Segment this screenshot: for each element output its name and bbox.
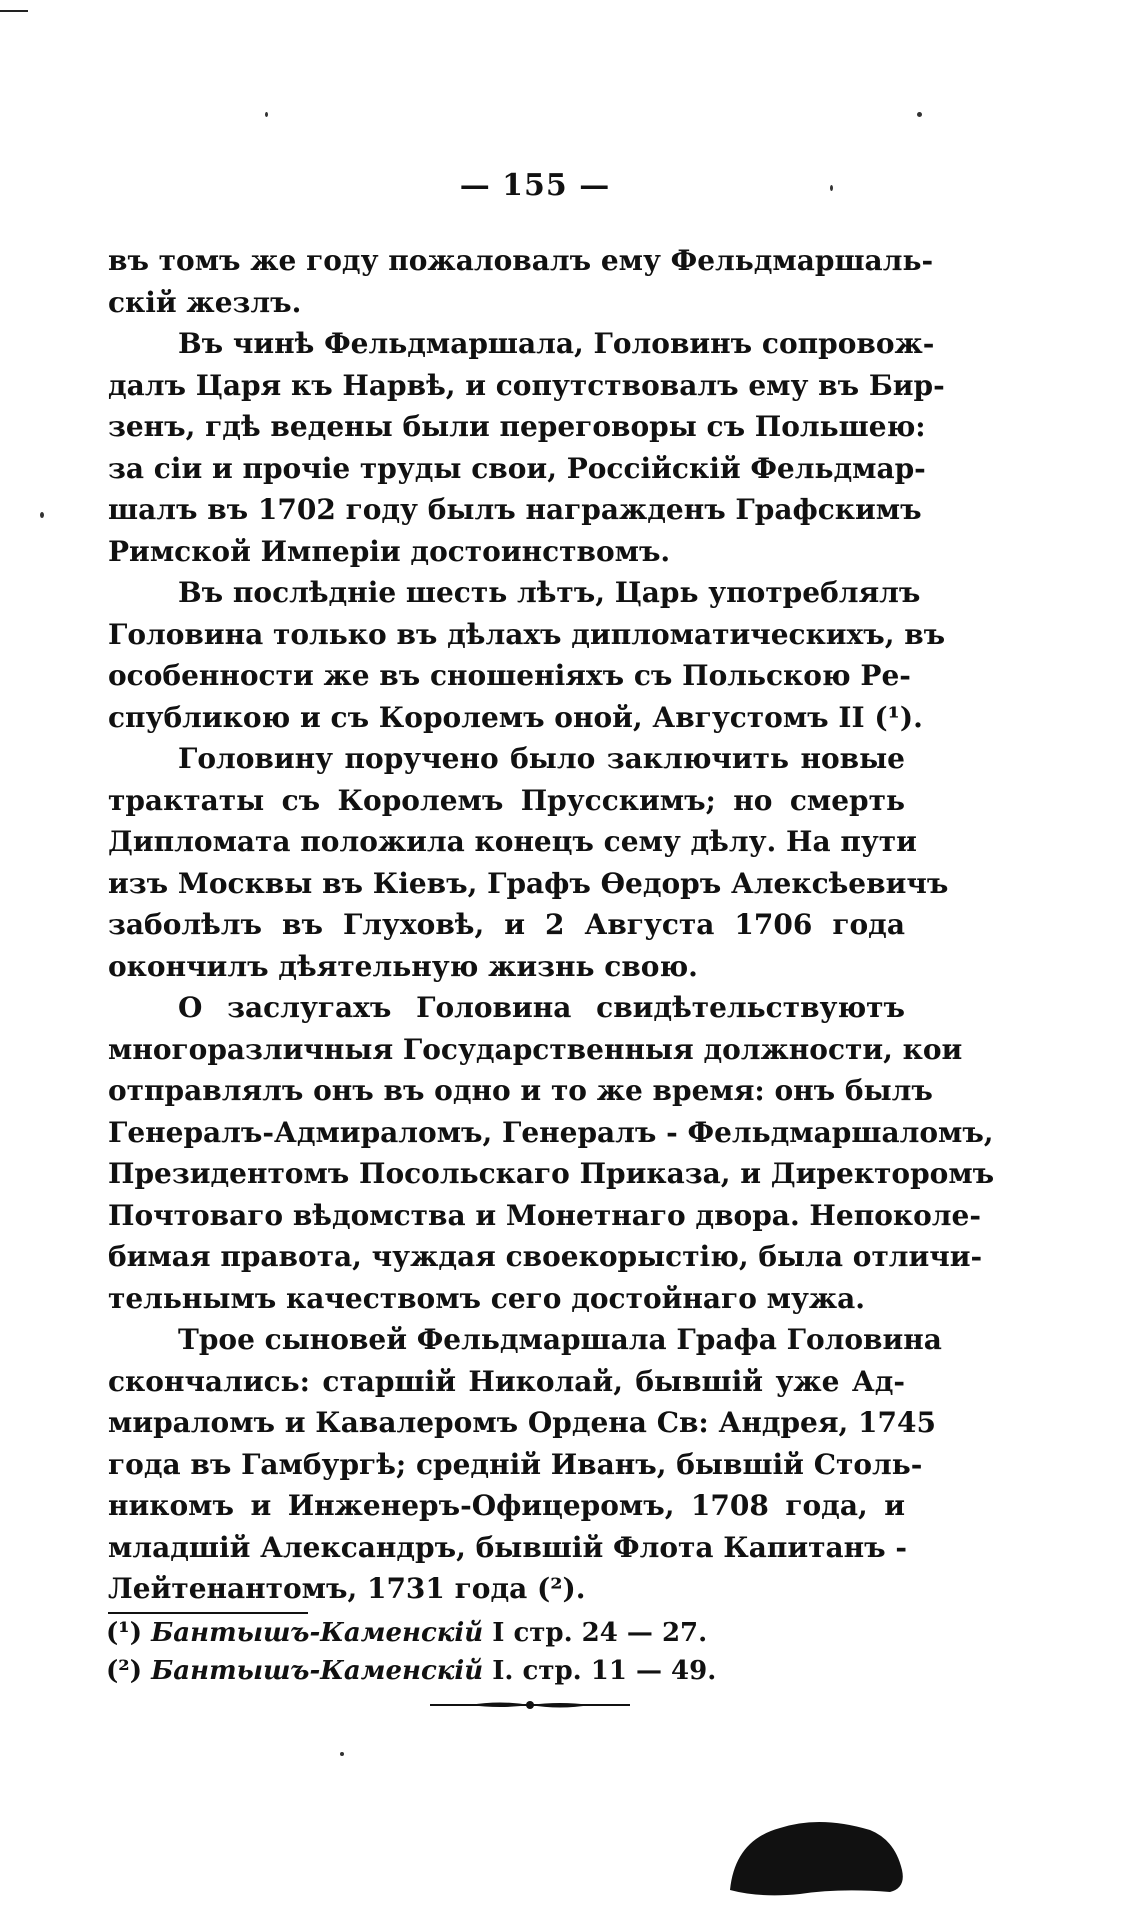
text-line: Лейтенантомъ, 1731 года (²).	[108, 1572, 586, 1605]
text-line: бимая правота, чуждая своекорыстію, была отличи-	[108, 1240, 983, 1273]
text-line: скій жезлъ.	[108, 285, 302, 319]
paragraph	[108, 738, 949, 987]
text-line: отправлялъ онъ въ одно и то же время: онъ былъ	[108, 1074, 933, 1107]
page-number: — 155 —	[459, 168, 611, 203]
footnote	[106, 1614, 716, 1652]
speck	[40, 512, 44, 518]
text-line: за сіи и прочіе труды свои, Россійскій Фельдмар-	[108, 451, 926, 485]
text-line: особенности же въ сношеніяхъ съ Польскою Ре-	[108, 659, 911, 692]
text-line: далъ Царя къ Нарвѣ, и сопутствовалъ ему въ Бир-	[108, 368, 945, 402]
speck	[265, 112, 268, 117]
footnote	[106, 1652, 716, 1690]
text-line: О заслугахъ Головина свидѣтельствуютъ	[178, 991, 905, 1024]
paragraph	[108, 572, 946, 738]
speck	[830, 185, 833, 191]
text-line: окончилъ дѣятельную жизнь свою.	[108, 949, 698, 983]
text-line: никомъ и Инженеръ-Офицеромъ, 1708 года, и	[108, 1489, 905, 1522]
footnote-ref: I. стр. 11 — 49.	[492, 1656, 717, 1686]
text-line: Головину поручено было заключить новые	[178, 742, 905, 775]
text-line: мираломъ и Кавалеромъ Ордена Св: Андрея, 1745	[108, 1406, 936, 1439]
text-line: спубликою и съ Королемъ оной, Августомъ II (¹).	[108, 700, 923, 734]
text-line: года въ Гамбургѣ; средній Иванъ, бывшій Столь-	[108, 1447, 923, 1481]
text-line: трактаты съ Королемъ Прусскимъ; но смерть	[108, 783, 905, 817]
text-line: тельнымъ качествомъ сего достойнаго мужа.	[108, 1281, 866, 1315]
text-line: Трое сыновей Фельдмаршала Графа Головина	[178, 1323, 942, 1356]
text-line: зенъ, гдѣ ведены были переговоры съ Польшею:	[108, 410, 926, 443]
footnote-ref: I стр. 24 — 27.	[492, 1618, 708, 1648]
corner-mark	[0, 10, 28, 12]
text-line: заболѣлъ въ Глуховѣ, и 2 Августа 1706 года	[108, 908, 905, 941]
text-line: Почтоваго вѣдомства и Монетнаго двора. Непоколе-	[108, 1198, 981, 1232]
text-line: Генералъ-Адмираломъ, Генералъ - Фельдмаршаломъ,	[108, 1115, 994, 1149]
text-line: Въ послѣдніе шесть лѣтъ, Царь употреблялъ	[178, 576, 921, 609]
text-line: въ томъ же году пожаловалъ ему Фельдмаршаль-	[108, 244, 934, 277]
text-line: шалъ въ 1702 году былъ награжденъ Графскимъ	[108, 493, 922, 526]
text-line: Дипломата положила конецъ сему дѣлу. На пути	[108, 825, 917, 858]
paragraph	[108, 240, 934, 323]
footnote-marker: (²)	[106, 1656, 142, 1686]
ornament-divider	[430, 1700, 630, 1710]
footnote-author: Бантышъ-Каменскій	[151, 1618, 484, 1648]
speck	[917, 112, 922, 117]
text-line: изъ Москвы въ Кіевъ, Графъ Ѳедоръ Алексѣевичъ	[108, 866, 949, 900]
paragraph	[108, 1319, 942, 1610]
text-line: Въ чинѣ Фельдмаршала, Головинъ сопровож-	[178, 327, 935, 360]
ink-smudge	[720, 1800, 920, 1900]
text-line: скончались: старшій Николай, бывшій уже Ад-	[108, 1364, 905, 1398]
text-line: младшій Александръ, бывшій Флота Капитанъ -	[108, 1530, 907, 1564]
footnotes	[106, 1614, 716, 1690]
footnote-author: Бантышъ-Каменскій	[151, 1656, 484, 1686]
text-line: многоразличныя Государственныя должности, кои	[108, 1032, 963, 1066]
paragraph	[108, 987, 995, 1319]
ornament-dot	[526, 1701, 534, 1709]
text-line: Президентомъ Посольскаго Приказа, и Директоромъ	[108, 1157, 995, 1190]
text-line: Римской Имперіи достоинствомъ.	[108, 534, 671, 568]
paragraph	[108, 323, 945, 572]
footnote-marker: (¹)	[106, 1618, 142, 1648]
body-text	[108, 240, 995, 1614]
speck	[340, 1752, 344, 1756]
text-line: Головина только въ дѣлахъ дипломатическихъ, въ	[108, 617, 946, 651]
